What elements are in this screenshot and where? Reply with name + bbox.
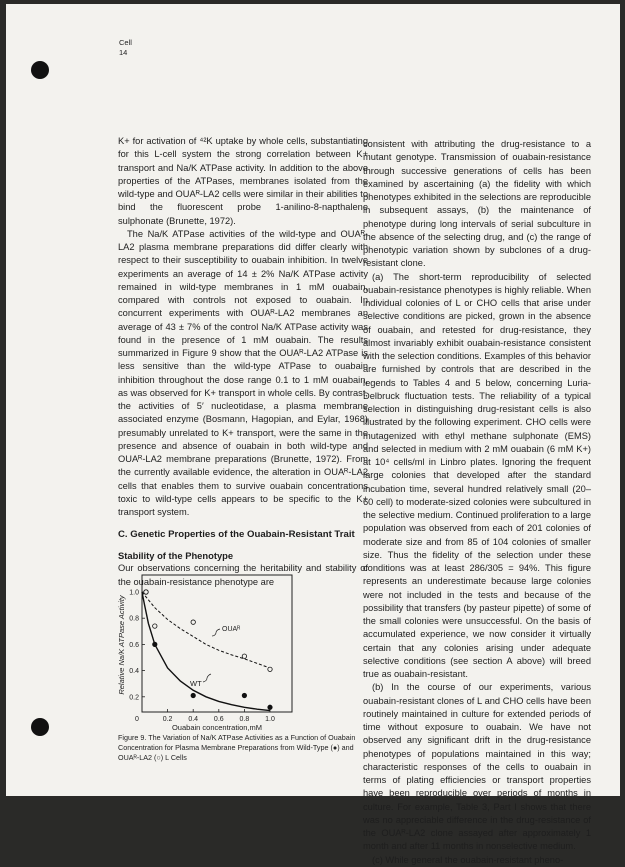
annotation-wt-leader <box>203 674 211 682</box>
paragraph: (b) In the course of our experiments, various ouabain-resistant clones of L and CHO cells have been routinely maintained in culture for extended periods of time without exposure to ouabain. We have not observed any significant drift in the drug-resistance phenotypes of populations maintained in this way; characteristic responses of the cells to ouabain in terms of plating efficiencies or transport properties have been reproducible over periods of months in culture. For example, Table 3, Part I shows that there was no appreciable difference in the drug-resistance of the OUAᴿ-LA2 clone assayed after approximately 1 month and after 11 months in nonselective medium. <box>363 682 591 852</box>
x-tick-label: 0.2 <box>162 716 173 723</box>
annotation-ouar-leader <box>212 629 220 636</box>
data-point-ouar <box>242 654 246 658</box>
subsection-heading: Stability of the Phenotype <box>118 549 234 561</box>
y-tick-label: 1.0 <box>129 589 139 597</box>
y-tick-label: 0.4 <box>129 668 139 676</box>
data-point-wt <box>242 693 246 697</box>
x-tick-label: 0.4 <box>188 716 199 723</box>
data-point-ouar <box>144 590 148 594</box>
figure-caption: Figure 9. The Variation of Na/K ATPase Activities as a Function of Ouabain Concentration for Plasma Membrane Preparations from Wild-Type (●) and OUAᴿ-LA2 (○) L Cells <box>118 733 356 763</box>
y-axis-label: Relative Na/K ATPase Activity <box>117 595 126 695</box>
x-tick-label: 0.6 <box>213 716 224 723</box>
data-point-wt <box>268 705 272 709</box>
journal-name: Cell <box>119 38 132 47</box>
page-number: 14 <box>119 48 128 57</box>
series-line-wt <box>142 592 270 711</box>
paragraph: The Na/K ATPase activities of the wild-type and OUAᴿ-LA2 plasma membrane preparations did differ clearly with respect to their susceptibility to ouabain inhibition. In twelve experiments an average of 14 ± 2% Na/K ATPase activity remained in wild-type membranes in 1 mM ouabain, compared with controls not exposed to ouabain. In concurrent experiments with OUAᴿ-LA2 membranes an average of 43 ± 7% of the control Na/K ATPase activity was found in the presence of 1 mM ouabain. The results summarized in Figure 9 show that the OUAᴿ-LA2 ATPase is less sensitive than the wild-type ATPase to ouabain inhibition throughout the dose range 0.1 to 1 mM ouabain, as was observed for K+ transport in whole cells. By contrast, the activities of 5′ nucleotidase, a plasma membrane associated enzyme (Bosmann, Hagopian, and Eylar, 1968) presumably unrelated to K+ transport, were the same in the presence and absence of ouabain in both wild-type and OUAᴿ-LA2 membrane preparations (Brunette, 1972). From the currently available evidence, the alteration in OUAᴿ-LA2 cells that enables them to survive ouabain concentrations toxic to wild-type cells appears to be specific to the K+ transport system. <box>118 228 368 517</box>
data-point-ouar <box>191 620 195 624</box>
y-tick-label: 0.2 <box>129 694 139 702</box>
x-tick-label: 0.8 <box>239 716 250 723</box>
x-tick-label: 0 <box>135 716 139 723</box>
y-tick-label: 0.6 <box>129 641 139 649</box>
paragraph: (a) The short-term reproducibility of selected ouabain-resistance phenotypes is highly reliable. When individual colonies of L or CHO cells that arise under selective conditions are picked, grown in the absence of ouabain, and retested for drug-resistance, they almost invariably exhibit ouabain-resistance consistent with the selection conditions. Examples of this behavior are furnished by controls that are described in the legends to Tables 4 and 5 below, concerning Luria-Delbruck fluctuation tests. The reliability of a typical selection in distinguishing drug-resistant cells is also illustrated by the following experiment. CHO cells were mutagenized with ethyl methane sulphonate (EMS) and selected in medium with 2 mM ouabain (6 mM K+) at 10⁴ cells/ml in Linbro plates. Ignoring the frequent large colonies that developed after the standard incubation time, several hundred relatively small (20–60 cell) to moderate-sized colonies were subcultured in the selective medium. Continued proliferation to a large population was observed from each of 201 colonies of moderate size and from 85 of 104 colonies of smaller size. Thus the fidelity of the selection under these conditions was at least 286/305 = 94%. This figure represents an underestimate because large colonies were not included in the tests and because of the possibility that transfers (by pasteur pipette) of some of the small colonies were unsuccessful. On the basis of accumulated experience, we now consider it virtually certain that any colonies arising under adequate selective conditions (see section A above) will breed true as ouabain-resistant. <box>363 271 591 679</box>
data-point-wt <box>191 693 195 697</box>
data-point-ouar <box>268 667 272 671</box>
annotation-ouar: OUAᴿ <box>222 626 241 633</box>
annotation-wt: WT <box>190 679 202 688</box>
paragraph: K+ for activation of ⁴²K uptake by whole cells, substantiating for this L-cell system the strong correlation between K+ transport and Na/K ATPase activity. In addition to the above properties of the ATPases, membranes isolated from the wild-type and OUAᴿ-LA2 cells were similar in their abilities to bind the fluorescent probe 1-anilino-8-napthalene sulphonate (Brunette, 1972). <box>118 136 368 226</box>
plot-frame <box>142 575 292 712</box>
y-tick-label: 0.8 <box>129 615 139 623</box>
paragraph: Our observations concerning the heritability and stability of the ouabain-resistance phenotype are <box>118 563 368 587</box>
paragraph: (c) While general the ouabain-resistant pheno- <box>372 854 564 865</box>
paragraph: consistent with attributing the drug-resistance to a mutant genotype. Transmission of ouabain-resistance through successive generations of cells has been examined by ascertaining (a) the fidelity with which phenotypes exhibited in the selections are reproducible in subsequent assays, (b) the maintenance of phenotype during long intervals of serial subculture in the absence of the selecting drug, and (c) the range of phenotypic variation shown by subclones of a drug-resistant clone. <box>363 139 591 269</box>
data-point-ouar <box>153 624 157 628</box>
x-tick-label: 1.0 <box>265 716 275 723</box>
section-heading: C. Genetic Properties of the Ouabain-Resistant Trait <box>118 529 355 541</box>
x-axis-label: Ouabain concentration,mM <box>171 723 263 732</box>
data-point-wt <box>153 642 157 646</box>
